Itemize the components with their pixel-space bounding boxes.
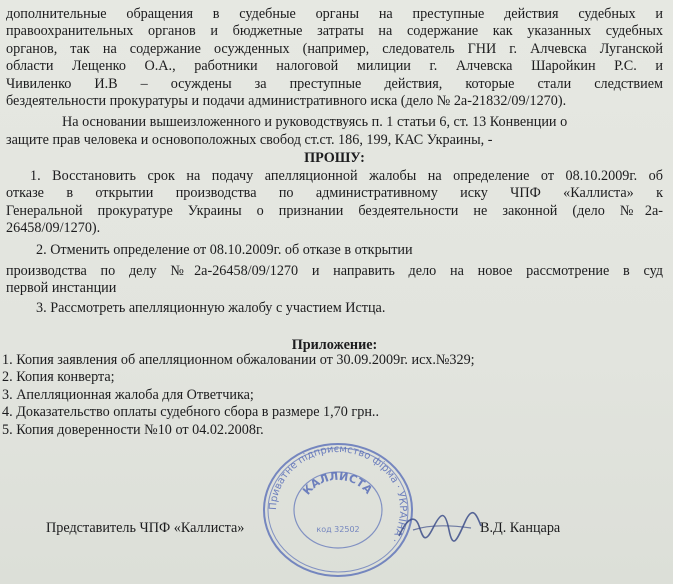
request-item-1: [6, 168, 663, 238]
intro-line: бездеятельности прокуратуры и подачи административного иска (дело № 2а-21832/09/1270).: [6, 93, 567, 110]
request-item-2: [36, 242, 663, 259]
request-line: 1. Восстановить срок на подачу апелляционной жалобы на определение от 08.10.2009г. об: [30, 168, 663, 184]
appendix-item: 2. Копия конверта;: [2, 369, 115, 386]
appendix-item: 3. Апелляционная жалоба для Ответчика;: [2, 386, 254, 403]
appendix-item: 4. Доказательство оплаты судебного сбора в размере 1,70 грн..: [2, 404, 380, 421]
request-item-2-cont: [6, 263, 663, 298]
intro-line: органов, так на содержание осужденных (например, следователь ГНИ г. Алчевска Луганской: [6, 40, 663, 57]
request-item-3: 3. Рассмотреть апелляционную жалобу с участием Истца.: [36, 300, 386, 316]
representative-label: Представитель ЧПФ «Каллиста»: [46, 520, 245, 536]
intro-line: Чивиленко И.В – осуждены за преступные действия, которые стали следствием: [6, 75, 663, 92]
request-line: 2. Отменить определение от 08.10.2009г. об отказе в открытии: [36, 242, 413, 258]
appendix-item: 5. Копия доверенности №10 от 04.02.2008г.: [2, 421, 264, 438]
stamp-code-text: код 32502: [316, 525, 360, 534]
basis-paragraph-cont: [6, 132, 663, 149]
basis-paragraph: [62, 114, 663, 131]
stamp-inner-text: КАЛЛИСТА: [300, 469, 375, 498]
request-line: первой инстанции: [6, 280, 117, 297]
intro-line: правоохранительных органов и бюджетные затраты на содержание как указанных судебных: [6, 23, 663, 40]
svg-text:КАЛЛИСТА: [300, 470, 375, 498]
signatory-name: В.Д. Канцара: [480, 520, 561, 536]
intro-line: области Лещенко О.А., работники налоговой милиции г. Алчевска Шаройкин Р.С. и: [6, 58, 663, 75]
appendix-heading: Приложение:: [291, 337, 378, 353]
company-stamp: [258, 440, 418, 580]
appendix-item: 1. Копия заявления об апелляционном обжаловании от 30.09.2009г. исх.№329;: [2, 352, 475, 368]
basis-line: защите прав человека и основоположных свобод ст.ст. 186, 199, КАС Украины, -: [6, 132, 493, 148]
basis-line: На основании вышеизложенного и руководствуясь п. 1 статьи 6, ст. 13 Конвенции о: [62, 114, 568, 130]
request-line: отказе в открытии производства по административному иску ЧПФ «Каллиста» к: [6, 185, 663, 202]
request-line: производства по делу №2а-26458/09/1270 и направить дело на новое рассмотрение в суд: [6, 263, 663, 279]
intro-line: дополнительные обращения в судебные органы на преступные действия судебных и: [6, 6, 663, 22]
intro-paragraph: [6, 6, 663, 110]
request-heading: ПРОШУ:: [304, 150, 365, 166]
stamp-outer-text: Приватне підприємство фірма · УКРАЇНА ·: [267, 443, 409, 545]
appendix-list: [2, 352, 663, 439]
request-line: 26458/09/1270).: [6, 220, 101, 237]
request-line: Генеральной прокуратуре Украины о признании бездеятельности не законной (дело №2а-: [6, 202, 663, 219]
signature-row: [0, 520, 673, 550]
